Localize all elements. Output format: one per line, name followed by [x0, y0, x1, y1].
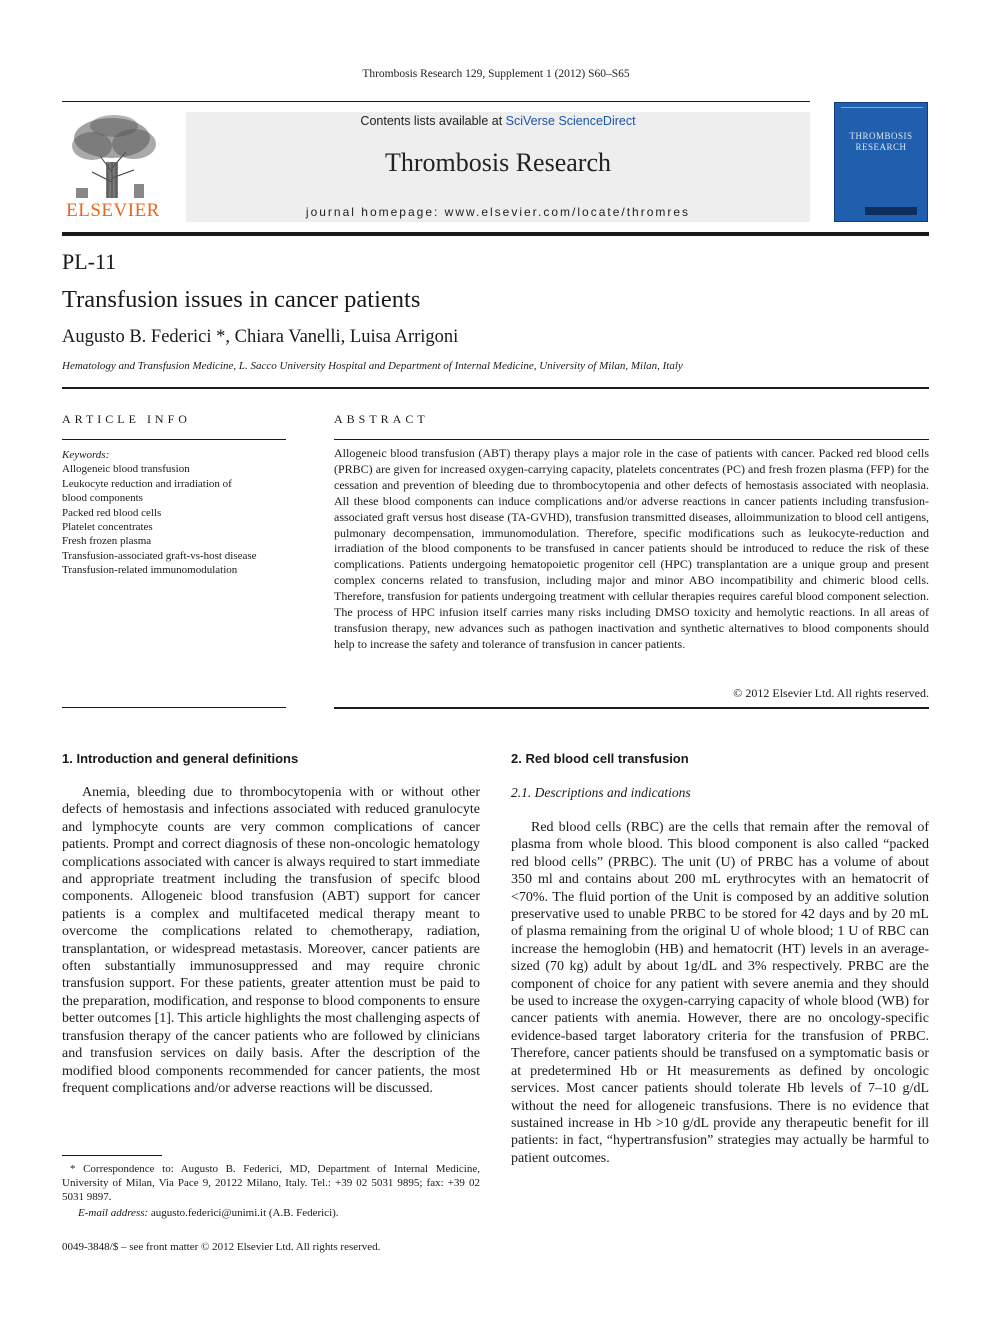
journal-citation: Thrombosis Research 129, Supplement 1 (2012) S60–S65 [362, 68, 630, 80]
section2-body [511, 819, 929, 1167]
email-label: E-mail address: [78, 1207, 149, 1219]
cover-title-line2: RESEARCH [855, 142, 907, 152]
section1-paragraph: Anemia, bleeding due to thrombocytopenia with or without other defects of hemostasis and infections associated with reduced granulocyte and lymphocyte counts are very common complications of cancer patients. Prompt and correct diagnosis of these non-oncologic hematology complications associated with cancer is always required to start immediate and appropriate treatment including the transfusion of specifc blood components. Allogeneic blood transfusion (ABT) support for cancer patients is a complex and multifaceted medical therapy meant to overcome the complications related to chemotherapy, radiation, transplantation, or widespread metastasis. Moreover, cancer patients are often substantially immunosuppressed and may require chronic transfusion support. For these patients, greater attention must be paid to the preparation, modification, and response to blood components to ensure better outcomes [1]. This article highlights the most challenging aspects of transfusion therapy of the cancer patients who are followed by clinicians and transfusion services on daily basis. After the description of the modified blood components recommended for cancer patients, the most frequent complications and/or adverse reactions will be discussed. [62, 785, 480, 1096]
journal-name: Thrombosis Research [384, 148, 611, 177]
abstract-text: Allogeneic blood transfusion (ABT) therapy plays a major role in the case of patients with cancer. Packed red blood cells (PRBC) are given for increased oxygen-carrying capacity, platelets concentrates (PC) and fresh frozen plasma (FFP) for the cessation and prevention of bleeding due to thrombocytopenia and other defects of hemostasis associated with neoplasia. All these blood components can induce complications and/or adverse reactions in cancer patients including transfusion-associated graft versus host disease (TA-GVHD), transfusion transmitted diseases, alloimmunization to blood cell antigens, pulmonary decompensation, immunomodulation. Therefore, specific modifications such as leukocyte-reduction and irradiation of the blood components to be transfused in cancer patients should be introduced to reduce the risk of these complications. Patients undergoing hematopoietic progenitor cell (HPC) transplantation are a unique group and present complex concerns related to transfusion, including major and minor ABO incompatibility and chimeric blood cells. Therefore, transfusion for patients undergoing treatment with cellular therapies requires careful blood component selection. The process of HPC infusion itself carries many risks including DMSO toxicity and hemolytic reactions. In all areas of transfusion therapy, new advances such as pathogen inactivation and synthetic alternatives to blood components should help to increase the safety and tolerance of transfusion in cancer patients. [334, 446, 929, 651]
keyword-item: Platelet concentrates [62, 521, 153, 534]
cover-publisher-mark [865, 207, 917, 215]
keywords-block [62, 448, 286, 578]
author-affiliation: Hematology and Transfusion Medicine, L. Sacco University Hospital and Department of Internal Medicine, University of Milan, Milan, Italy [62, 360, 683, 372]
email-line [78, 1206, 480, 1220]
sciencedirect-link[interactable]: SciVerse ScienceDirect [505, 114, 636, 128]
section1-heading: 1. Introduction and general definitions [62, 751, 299, 766]
keywords-bottom-rule [62, 707, 286, 708]
elsevier-wordmark: ELSEVIER [66, 200, 160, 221]
section2-paragraph: Red blood cells (RBC) are the cells that remain after the removal of plasma from whole blood. This blood component is also called “packed red blood cells” (PRBC). The unit (U) of PRBC has a volume of about 350 ml and contains about 200 mL erythrocytes with an hematocrit of <70%. The fluid portion of the Unit is composed by an additive solution preservative used to unable PRBC to be stored for 42 days and by 20 mL of plasma remaining from the original U of whole blood; 1 U of RBC can increase the hemoglobin (HB) and hematocrit (HT) levels in an average-sized (70 kg) adult by about 1g/dL and 3% respectively. PRBC are the component of choice for any patient with severe anemia and they should be used to increase the oxygen-carrying capacity of whole blood (WB) for cancer patients with anemia. However, there are no oncology-specific evidence-based target laboratory criteria for the transfusion of PRBC. Therefore, cancer patients should be transfused on a symptomatic basis or at predetermined Hb or Ht measurements as defined by oncologic services. Most cancer patients should tolerate Hb levels of 7–10 g/dL without the need for allogeneic transfusions. There is no evidence that sustained increase in Hb >10 g/dL provide any therapeutic benefit for ill patients: in fact, “hypertransfusion” strategies may actually be harmful to patient outcomes. [511, 820, 929, 1166]
article-title: Transfusion issues in cancer patients [62, 286, 421, 313]
journal-banner [186, 112, 810, 222]
journal-cover-thumbnail[interactable] [834, 102, 928, 222]
elsevier-tree-icon [62, 112, 164, 200]
section1-body [62, 784, 480, 1097]
elsevier-logo[interactable] [62, 112, 164, 222]
correspondence-footnote [62, 1162, 480, 1220]
header-top-rule [62, 101, 810, 102]
section2-subheading: 2.1. Descriptions and indications [511, 785, 691, 800]
keyword-item: Fresh frozen plasma [62, 535, 152, 548]
keywords-heading: Keywords: [62, 449, 110, 461]
cover-top-rule [841, 107, 923, 112]
keyword-item: Packed red blood cells [62, 506, 162, 519]
contents-prefix: Contents lists available at [360, 114, 506, 128]
header-thick-rule [62, 232, 929, 236]
article-info-rule [62, 439, 286, 440]
cover-title [835, 131, 927, 153]
abstract-label: ABSTRACT [334, 412, 429, 426]
article-header-rule [62, 387, 929, 389]
keyword-item: Transfusion-associated graft-vs-host disease [62, 549, 257, 562]
article-authors: Augusto B. Federici *, Chiara Vanelli, Luisa Arrigoni [62, 327, 459, 347]
article-info-label: ARTICLE INFO [62, 412, 191, 426]
correspondence-text: * Correspondence to: Augusto B. Federici, MD, Department of Internal Medicine, University of Milan, Via Pace 9, 20122 Milano, Italy. Tel.: +39 02 5031 9895; fax: +39 02 5031 9897. [62, 1163, 480, 1203]
contents-availability [186, 114, 810, 128]
abstract-bottom-rule [334, 707, 929, 709]
keyword-item: blood components [62, 492, 143, 505]
article-code: PL-11 [62, 249, 117, 274]
cover-title-line1: THROMBOSIS [849, 131, 913, 141]
keyword-item: Allogeneic blood transfusion [62, 463, 190, 476]
journal-homepage-link[interactable]: journal homepage: www.elsevier.com/locate/thromres [305, 205, 691, 219]
footnote-rule [62, 1155, 162, 1156]
keyword-item: Transfusion-related immunomodulation [62, 564, 238, 577]
email-address[interactable]: augusto.federici@unimi.it (A.B. Federici). [150, 1207, 339, 1219]
keyword-item: Leukocyte reduction and irradiation of [62, 477, 232, 490]
abstract-top-rule [334, 439, 929, 440]
section2-heading: 2. Red blood cell transfusion [511, 751, 689, 766]
issn-line: 0049-3848/$ – see front matter © 2012 Elsevier Ltd. All rights reserved. [62, 1241, 381, 1253]
abstract-copyright: © 2012 Elsevier Ltd. All rights reserved. [733, 686, 929, 700]
